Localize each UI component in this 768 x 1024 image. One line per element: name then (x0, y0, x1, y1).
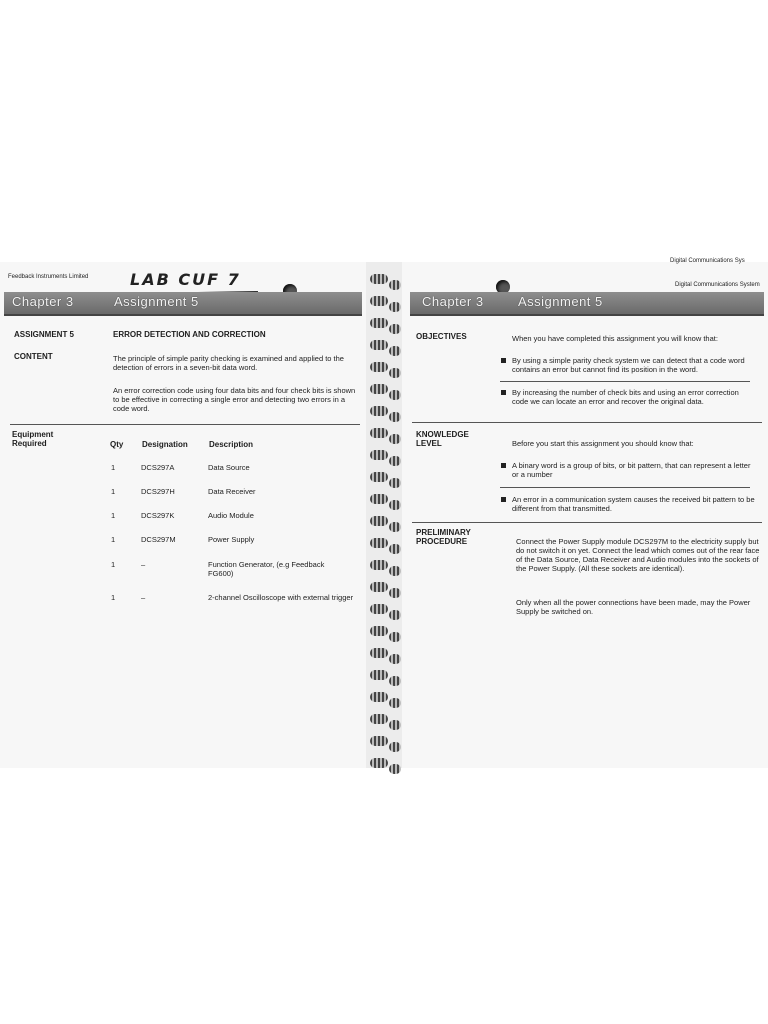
running-header-top: Digital Communications Sys (670, 258, 745, 264)
right-page (402, 258, 768, 768)
content-heading: CONTENT (14, 352, 53, 361)
spiral-ring (389, 302, 401, 312)
qty-cell: 1 (111, 463, 116, 472)
objectives-intro: When you have completed this assignment you will know that: (512, 334, 718, 343)
spiral-ring (389, 434, 401, 444)
knowledge-heading: KNOWLEDGE (416, 430, 469, 439)
chapter-band (4, 292, 362, 316)
spiral-ring (370, 516, 388, 526)
spiral-ring (389, 654, 401, 664)
bullet-icon (501, 497, 506, 502)
content-paragraph-2: An error correction code using four data bits and four check bits is shown to be effective in correcting a single error and detecting two errors in a code word. (113, 386, 356, 413)
knowledge-item: A binary word is a group of bits, or bit pattern, that can represent a letter or a number (512, 461, 751, 479)
objective-item: By increasing the number of check bits and using an error correction code we can locate an error and recover the original data. (512, 388, 739, 406)
designation-cell: DCS297A (141, 463, 175, 472)
spiral-ring (370, 604, 388, 614)
spiral-ring (389, 632, 401, 642)
qty-cell: 1 (111, 593, 116, 602)
col-designation: Designation (142, 440, 188, 449)
spiral-ring (370, 340, 388, 350)
spiral-ring (389, 764, 401, 774)
spiral-ring (389, 500, 401, 510)
assignment-title: ERROR DETECTION AND CORRECTION (113, 330, 266, 339)
preliminary-paragraph-2: Only when all the power connections have been made, may the Power Supply be switched on. (516, 598, 751, 616)
preliminary-heading: PRELIMINARY (416, 528, 471, 537)
spiral-ring (370, 538, 388, 548)
content-paragraph-1: The principle of simple parity checking is examined and applied to the detection of errors in a seven-bit data word. (113, 354, 344, 372)
assignment-heading: ASSIGNMENT 5 (14, 330, 75, 339)
bullet-icon (501, 390, 506, 395)
handwritten-note: LAB CUF 7 (130, 270, 241, 289)
designation-cell: – (141, 560, 146, 569)
spiral-ring (370, 274, 388, 284)
spiral-ring (389, 412, 401, 422)
chapter-label: Chapter 3 (12, 294, 74, 309)
spiral-ring (389, 280, 401, 290)
spiral-ring (370, 736, 388, 746)
publisher-name: Feedback Instruments Limited (8, 274, 89, 280)
col-qty: Qty (110, 440, 124, 449)
item-divider (500, 381, 750, 382)
spiral-ring (389, 390, 401, 400)
spiral-ring (389, 324, 401, 334)
spiral-ring (370, 692, 388, 702)
description-cell: Data Source (208, 463, 250, 472)
spiral-ring (370, 560, 388, 570)
spiral-ring (370, 582, 388, 592)
spiral-ring (389, 720, 401, 730)
qty-cell: 1 (111, 487, 116, 496)
spiral-ring (370, 450, 388, 460)
left-page (0, 262, 366, 768)
description-cell: Function Generator, (e.g Feedback FG600) (208, 560, 325, 578)
spiral-ring (370, 472, 388, 482)
spiral-ring (389, 478, 401, 488)
running-header: Digital Communications System (675, 282, 760, 288)
spiral-ring (370, 384, 388, 394)
description-cell: 2-channel Oscilloscope with external trigger (208, 593, 354, 602)
spiral-ring (370, 362, 388, 372)
spiral-ring (370, 714, 388, 724)
col-description: Description (209, 440, 254, 449)
chapter-label: Chapter 3 (422, 294, 484, 309)
designation-cell: DCS297M (141, 535, 176, 544)
equipment-heading: Equipment (12, 430, 54, 439)
knowledge-item: An error in a communication system causes the received bit pattern to be different from that transmitted. (512, 495, 755, 513)
description-cell: Power Supply (208, 535, 255, 544)
spiral-ring (370, 670, 388, 680)
objective-item: By using a simple parity check system we can detect that a code word contains an error but cannot find its position in the word. (512, 356, 745, 374)
item-divider (500, 487, 750, 488)
spiral-ring (389, 742, 401, 752)
spiral-ring (389, 346, 401, 356)
spiral-ring (370, 428, 388, 438)
spiral-ring (370, 296, 388, 306)
designation-cell: – (141, 593, 146, 602)
qty-cell: 1 (111, 560, 116, 569)
section-divider (10, 424, 360, 425)
spiral-ring (389, 588, 401, 598)
chapter-band (410, 292, 764, 316)
spiral-ring (389, 544, 401, 554)
assignment-label: Assignment 5 (518, 294, 603, 309)
equipment-heading-2: Required (12, 439, 47, 448)
assignment-label: Assignment 5 (114, 294, 199, 309)
designation-cell: DCS297K (141, 511, 175, 520)
spiral-ring (389, 566, 401, 576)
spiral-ring (389, 368, 401, 378)
objectives-heading: OBJECTIVES (416, 332, 467, 341)
qty-cell: 1 (111, 511, 116, 520)
spiral-ring (370, 648, 388, 658)
preliminary-paragraph-1: Connect the Power Supply module DCS297M to the electricity supply but do not switch it on yet. Connect the lead which comes out of the rear face of the Data Source, Data Receiver and Audio modules into the sockets of the Power Supply. (All these sockets are identical). (516, 537, 760, 573)
bullet-icon (501, 463, 506, 468)
section-divider (412, 422, 762, 423)
designation-cell: DCS297H (141, 487, 175, 496)
spiral-ring (389, 456, 401, 466)
section-divider (412, 522, 762, 523)
preliminary-heading-2: PROCEDURE (416, 537, 468, 546)
spiral-ring (370, 318, 388, 328)
spiral-ring (389, 676, 401, 686)
spiral-ring (389, 698, 401, 708)
bullet-icon (501, 358, 506, 363)
spiral-ring (370, 494, 388, 504)
spiral-ring (370, 406, 388, 416)
spiral-ring (389, 522, 401, 532)
scanned-spread (0, 258, 768, 768)
qty-cell: 1 (111, 535, 116, 544)
spiral-ring (389, 610, 401, 620)
description-cell: Audio Module (208, 511, 254, 520)
description-cell: Data Receiver (208, 487, 256, 496)
spiral-ring (370, 758, 388, 768)
knowledge-intro: Before you start this assignment you should know that: (512, 439, 694, 448)
knowledge-heading-2: LEVEL (416, 439, 442, 448)
spiral-ring (370, 626, 388, 636)
